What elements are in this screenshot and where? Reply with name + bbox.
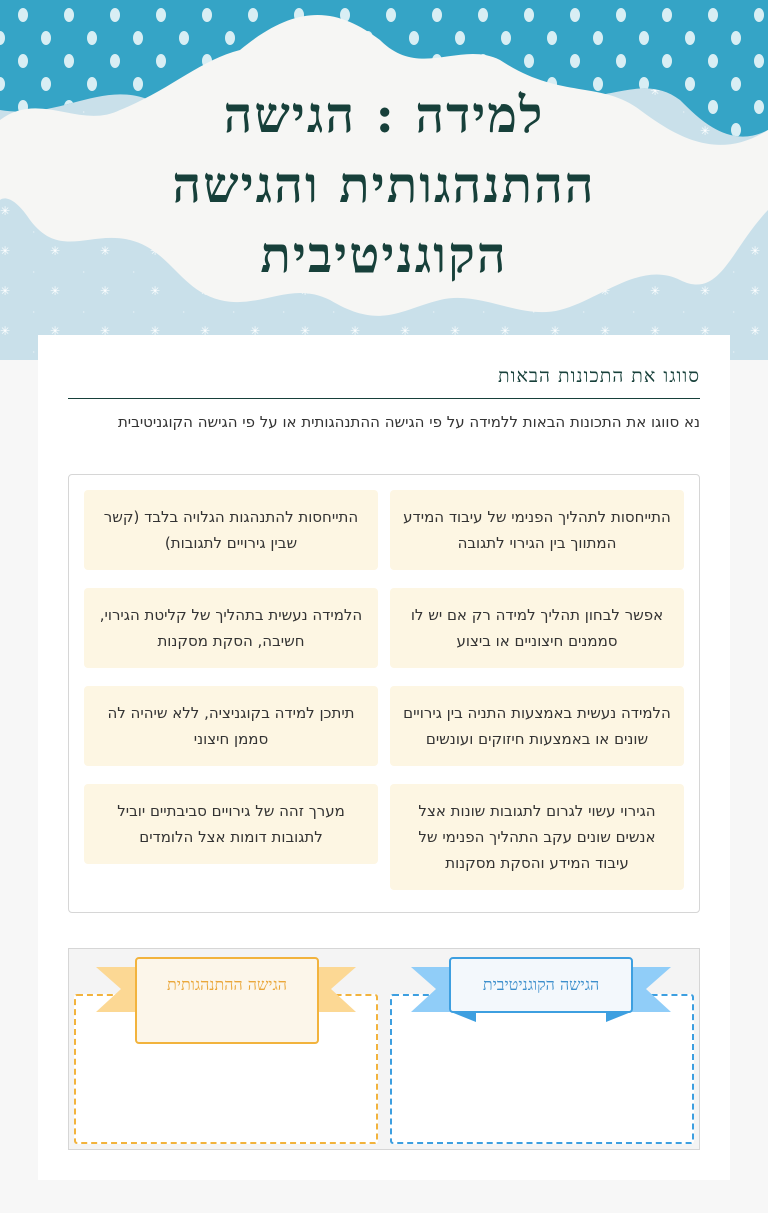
header-banner <box>0 0 768 360</box>
page-title: למידה : הגישה ההתנהגותית והגישה הקוגניטיבית <box>172 85 596 284</box>
section-title: סווגו את התכונות הבאות <box>68 365 700 399</box>
draggable-item[interactable]: תיתכן למידה בקוגניציה, ללא שיהיה לה סממן חיצוני <box>84 686 378 766</box>
drop-zones <box>68 948 700 1150</box>
draggable-item[interactable]: הגירוי עשוי לגרום לתגובות שונות אצל אנשים שונים עקב התהליך הפנימי של עיבוד המידע והסקת מסקנות <box>390 784 684 890</box>
instructions: נא סווגו את התכונות הבאות ללמידה על פי הגישה ההתנהגותית או על פי הגישה הקוגניטיבית <box>117 413 700 431</box>
items-pool <box>68 474 700 913</box>
category-label-behavioral: הגישה ההתנהגותית <box>135 957 319 1044</box>
category-label-cognitive: הגישה הקוגניטיבית <box>449 957 633 1013</box>
draggable-item[interactable]: הלמידה נעשית באמצעות התניה בין גירויים שונים או באמצעות חיזוקים ועונשים <box>390 686 684 766</box>
draggable-item[interactable]: הלמידה נעשית בתהליך של קליטת הגירוי, חשיבה, הסקת מסקנות <box>84 588 378 668</box>
draggable-item[interactable]: מערך זהה של גירויים סביבתיים יוביל לתגובות דומות אצל הלומדים <box>84 784 378 864</box>
draggable-item[interactable]: התייחסות להתנהגות הגלויה בלבד (קשר שבין גירויים לתגובות) <box>84 490 378 570</box>
draggable-item[interactable]: התייחסות לתהליך הפנימי של עיבוד המידע המתווך בין הגירוי לתגובה <box>390 490 684 570</box>
activity-card <box>38 335 730 1180</box>
draggable-item[interactable]: אפשר לבחון תהליך למידה רק אם יש לו סממנים חיצוניים או ביצוע <box>390 588 684 668</box>
